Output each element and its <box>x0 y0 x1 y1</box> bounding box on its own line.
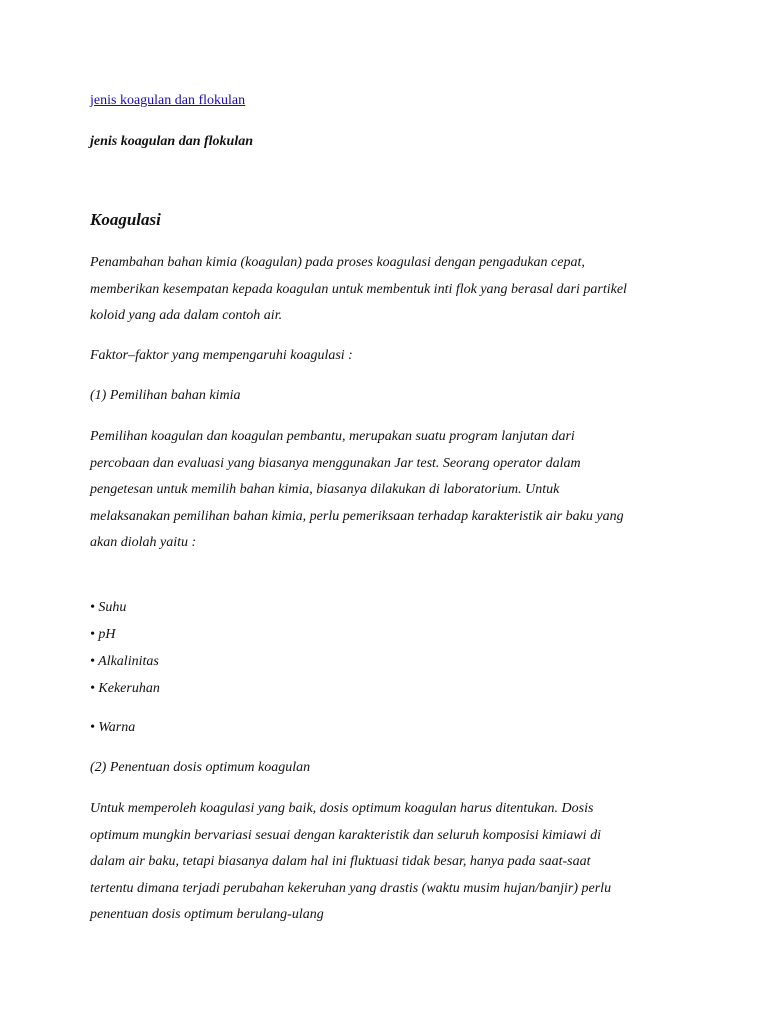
bullet-item-ph: • pH <box>90 627 116 642</box>
intro-paragraph <box>90 250 690 330</box>
section2-line: penentuan dosis optimum berulang-ulang <box>90 907 324 922</box>
factors-intro: Faktor–faktor yang mempengaruhi koagulasi : <box>90 348 353 363</box>
intro-line: koloid yang ada dalam contoh air. <box>90 308 283 323</box>
section2-paragraph <box>90 796 690 929</box>
section1-line: akan diolah yaitu : <box>90 535 197 550</box>
intro-line: memberikan kesempatan kepada koagulan untuk membentuk inti flok yang berasal dari partikel <box>90 281 627 297</box>
section2-line: tertentu dimana terjadi perubahan kekeruhan yang drastis (waktu musim hujan/banjir) perlu <box>90 880 612 896</box>
section2-line: dalam air baku, tetapi biasanya dalam hal ini fluktuasi tidak besar, hanya pada saat-saat <box>90 854 591 869</box>
section1-line: Pemilihan koagulan dan koagulan pembantu, merupakan suatu program lanjutan dari <box>90 429 575 444</box>
section2-title: (2) Penentuan dosis optimum koagulan <box>90 760 311 775</box>
document-link[interactable]: jenis koagulan dan flokulan <box>90 93 246 108</box>
bullet-item-suhu: • Suhu <box>90 600 127 615</box>
section2-line: optimum mungkin bervariasi sesuai dengan karakteristik dan seluruh komposisi kimiawi di <box>90 827 601 843</box>
section1-line: pengetesan untuk memilih bahan kimia, biasanya dilakukan di laboratorium. Untuk <box>90 482 560 497</box>
bullet-item-warna: • Warna <box>90 720 136 735</box>
intro-line: Penambahan bahan kimia (koagulan) pada proses koagulasi dengan pengadukan cepat, <box>90 255 585 270</box>
document-subtitle: jenis koagulan dan flokulan <box>90 134 253 149</box>
section1-line: percobaan dan evaluasi yang biasanya menggunakan Jar test. Seorang operator dalam <box>90 455 581 471</box>
section2-line: Untuk memperoleh koagulasi yang baik, dosis optimum koagulan harus ditentukan. Dosis <box>90 801 594 816</box>
bullet-item-alkalinitas: • Alkalinitas <box>90 654 159 669</box>
section1-line: melaksanakan pemilihan bahan kimia, perlu pemeriksaan terhadap karakteristik air baku yang <box>90 508 624 524</box>
section1-paragraph <box>90 424 690 557</box>
bullet-item-kekeruhan: • Kekeruhan <box>90 681 160 696</box>
section1-title: (1) Pemilihan bahan kimia <box>90 388 241 403</box>
section-heading-koagulasi: Koagulasi <box>90 210 161 229</box>
